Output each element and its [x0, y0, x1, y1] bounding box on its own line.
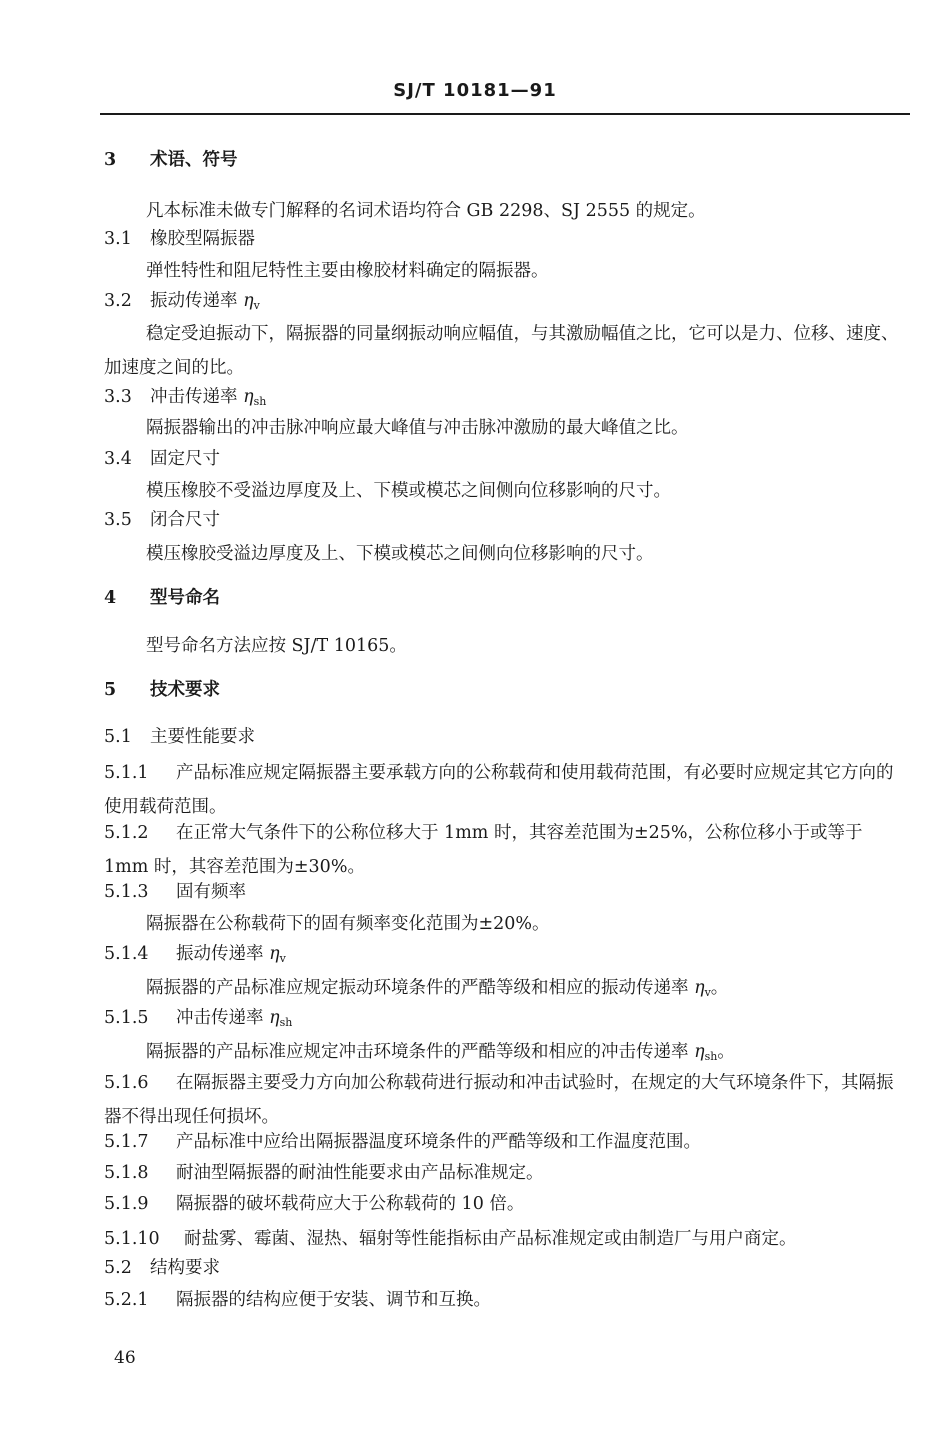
clause-number: 3.4: [104, 449, 132, 469]
clause-end: 。: [717, 1042, 735, 1062]
section-number: 3: [104, 150, 117, 170]
clause-5-1-5-body: [146, 1040, 910, 1069]
clause-5-1-3-heading: [104, 880, 910, 904]
clause-number: 5.2.1: [104, 1290, 149, 1310]
clause-3-4-heading: [104, 447, 910, 471]
clause-end: 。: [710, 978, 729, 998]
header-rule: [100, 113, 910, 115]
clause-body: 产品标准中应给出隔振器温度环境条件的严酷等级和工作温度范围。: [176, 1132, 701, 1152]
symbol-subscript: sh: [704, 1050, 718, 1063]
clause-5-1-6: [104, 1066, 910, 1134]
clause-3-1-body: 弹性特性和阻尼特性主要由橡胶材料确定的隔振器。: [146, 261, 549, 281]
clause-title: 结构要求: [150, 1258, 220, 1278]
clause-3-2-heading: [104, 289, 910, 318]
clause-5-1-4-body: [146, 976, 910, 1005]
symbol-subscript: sh: [279, 1016, 293, 1029]
clause-body: 产品标准应规定隔振器主要承载方向的公称载荷和使用载荷范围，有必要时应规定其它方向的使用载荷范围。: [104, 763, 894, 817]
section-3-heading: [104, 148, 910, 172]
clause-number: 5.2: [104, 1258, 132, 1278]
clause-title: 橡胶型隔振器: [150, 229, 255, 249]
clause-number: 5.1.5: [104, 1008, 149, 1028]
section-number: 5: [104, 680, 117, 700]
clause-title: 冲击传递率: [150, 387, 244, 407]
section-title: 技术要求: [150, 680, 220, 700]
symbol-subscript: sh: [253, 395, 267, 408]
eta-symbol: η: [243, 387, 254, 407]
clause-body: 隔振器的产品标准应规定冲击环境条件的严酷等级和相应的冲击传递率: [146, 1042, 695, 1062]
clause-number: 3.1: [104, 229, 132, 249]
symbol-subscript: v: [253, 299, 260, 312]
section-3-intro: 凡本标准未做专门解释的名词术语均符合 GB 2298、SJ 2555 的规定。: [146, 201, 706, 221]
clause-number: 5.1.6: [104, 1073, 149, 1093]
clause-title: 闭合尺寸: [150, 510, 220, 530]
eta-symbol: η: [243, 291, 254, 311]
clause-number: 5.1.8: [104, 1163, 149, 1183]
clause-number: 5.1: [104, 727, 132, 747]
standard-code: SJ/T 10181—91: [393, 80, 557, 101]
eta-symbol: η: [269, 944, 280, 964]
clause-3-5-body: 模压橡胶受溢边厚度及上、下模或模芯之间侧向位移影响的尺寸。: [146, 544, 654, 564]
clause-title: 振动传递率: [176, 944, 270, 964]
eta-symbol: η: [694, 1042, 705, 1062]
clause-title: 固有频率: [176, 882, 246, 902]
clause-number: 3.5: [104, 510, 132, 530]
section-4-body: 型号命名方法应按 SJ/T 10165。: [146, 636, 407, 656]
clause-5-2-1: [104, 1288, 910, 1312]
clause-3-3-body: 隔振器输出的冲击脉冲响应最大峰值与冲击脉冲激励的最大峰值之比。: [146, 418, 689, 438]
clause-body: 耐盐雾、霉菌、湿热、辐射等性能指标由产品标准规定或由制造厂与用户商定。: [184, 1229, 797, 1249]
clause-5-1-9: [104, 1192, 910, 1216]
clause-title: 振动传递率: [150, 291, 244, 311]
clause-body: 隔振器的产品标准应规定振动环境条件的严酷等级和相应的振动传递率: [146, 978, 695, 998]
clause-number: 3.2: [104, 291, 132, 311]
clause-number: 5.1.2: [104, 823, 149, 843]
page-number: 46: [114, 1348, 136, 1368]
clause-5-1-5-heading: [104, 1006, 910, 1035]
section-title: 型号命名: [150, 588, 220, 608]
clause-3-3-heading: [104, 385, 910, 414]
clause-body: 耐油型隔振器的耐油性能要求由产品标准规定。: [176, 1163, 544, 1183]
clause-number: 3.3: [104, 387, 132, 407]
section-5-heading: [104, 678, 910, 702]
clause-number: 5.1.3: [104, 882, 149, 902]
clause-number: 5.1.1: [104, 763, 149, 783]
clause-5-1-4-heading: [104, 942, 910, 971]
clause-title: 主要性能要求: [150, 727, 255, 747]
symbol-subscript: v: [279, 952, 286, 965]
section-4-heading: [104, 586, 910, 610]
clause-number: 5.1.7: [104, 1132, 149, 1152]
clause-5-1-3-body: 隔振器在公称载荷下的固有频率变化范围为±20%。: [146, 914, 550, 934]
clause-body: 隔振器的结构应便于安装、调节和互换。: [176, 1290, 491, 1310]
clause-title: 冲击传递率: [176, 1008, 270, 1028]
section-title: 术语、符号: [150, 150, 238, 170]
clause-5-2-heading: [104, 1256, 910, 1280]
clause-5-1-heading: [104, 725, 910, 749]
eta-symbol: η: [269, 1008, 280, 1028]
clause-body: 隔振器的破坏载荷应大于公称载荷的 10 倍。: [176, 1194, 525, 1214]
clause-3-2-body: 稳定受迫振动下，隔振器的同量纲振动响应幅值，与其激励幅值之比，它可以是力、位移、速度、加速度之间的比。: [104, 324, 899, 378]
clause-5-1-1: [104, 756, 910, 824]
clause-5-1-10: [104, 1227, 910, 1251]
clause-3-1-heading: [104, 227, 910, 251]
clause-5-1-8: [104, 1161, 910, 1185]
clause-5-1-7: [104, 1130, 910, 1154]
clause-number: 5.1.10: [104, 1229, 160, 1249]
clause-number: 5.1.4: [104, 944, 149, 964]
clause-5-1-2: [104, 816, 910, 884]
clause-title: 固定尺寸: [150, 449, 220, 469]
clause-body: 在隔振器主要受力方向加公称载荷进行振动和冲击试验时，在规定的大气环境条件下，其隔振器不得出现任何损坏。: [104, 1073, 894, 1127]
clause-3-5-heading: [104, 508, 910, 532]
clause-3-4-body: 模压橡胶不受溢边厚度及上、下模或模芯之间侧向位移影响的尺寸。: [146, 481, 671, 501]
eta-symbol: η: [694, 978, 705, 998]
clause-number: 5.1.9: [104, 1194, 149, 1214]
section-number: 4: [104, 588, 117, 608]
symbol-subscript: v: [704, 986, 711, 999]
clause-body: 在正常大气条件下的公称位移大于 1mm 时，其容差范围为±25%，公称位移小于或等于 1mm 时，其容差范围为±30%。: [104, 823, 863, 877]
